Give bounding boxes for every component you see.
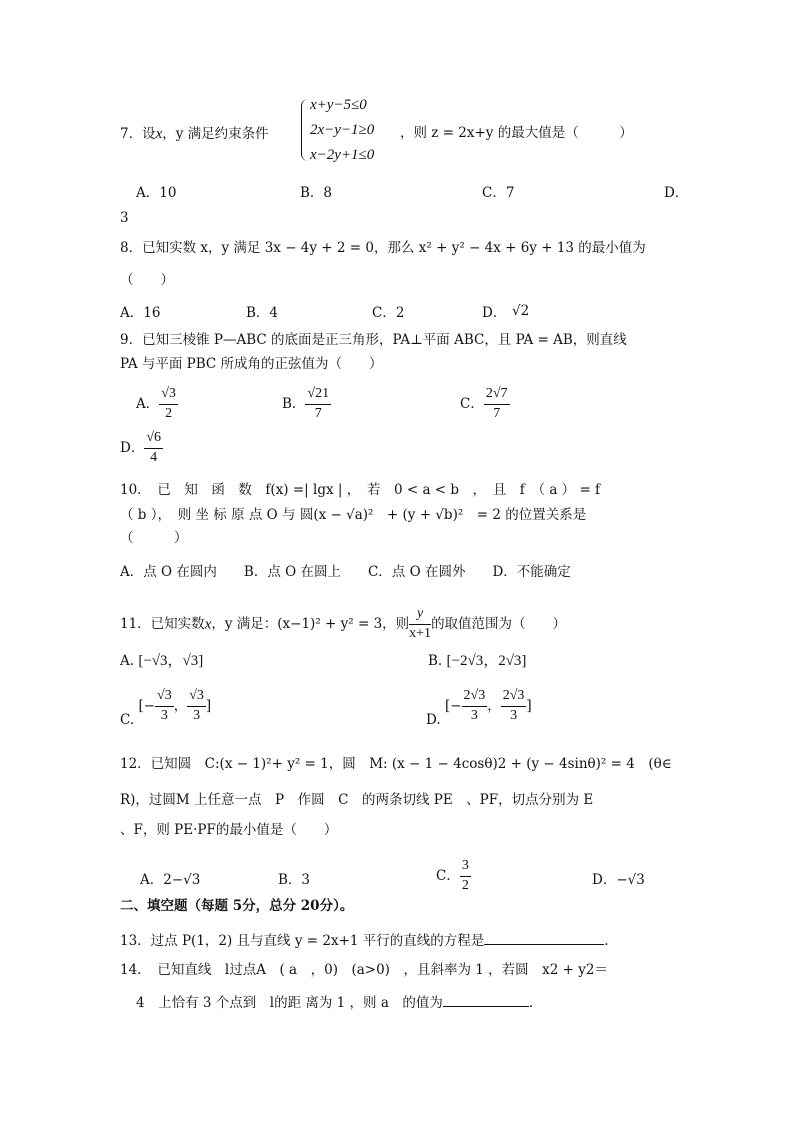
q11-option-d-num1: 2√3 [462,688,488,707]
q8-stem: 8．已知实数 x，y 满足 3x − 4y + 2 = 0，那么 x² + y² − 4x + 6y + 13 的最小值为 [120,240,646,256]
q7-suffix: ，则 z = 2x+y 的最大值是（ ） [400,125,633,141]
q9-option-a-label: A． [136,396,160,413]
q11-option-d-num2: 2√3 [501,688,527,707]
q11-option-d-frac1 [462,688,488,725]
q9-option-d [120,430,163,467]
q13-answer-blank[interactable] [484,930,604,945]
q11-option-a-label: A. [120,653,135,669]
q11-frac-num: y [409,606,431,625]
q11-option-a [120,652,203,670]
q9-option-b [282,386,331,423]
q7-prefix: 7．设 [120,126,156,142]
q12-option-c-den: 2 [461,877,469,893]
q12-stem-line3: 、F，则 PE·PF的最小值是（ ） [120,822,338,838]
q7-constraint-1: x+y−5≤0 [310,97,367,113]
q9-option-a-fraction [159,386,178,423]
q12-stem-line2: R)，过圆M 上任意一点 P 作圆 C 的两条切线 PE 、PF，切点分别为 E [120,792,594,808]
q11-option-b-label: B. [428,653,443,669]
q13-text: 13．过点 P(1，2) 且与直线 y = 2x+1 平行的直线的方程是 [120,933,485,949]
q14-end: . [528,995,534,1011]
q12-option-c-fraction [460,858,471,895]
q12-option-a: A．2−√3 [140,872,201,888]
q11-prefix: 11．已知实数 [120,616,205,633]
q11-suffix: 的取值范围为（ ） [431,616,567,633]
q9-option-b-label: B． [282,396,306,413]
q12-option-c [436,858,471,895]
q9-option-c-den: 7 [493,405,501,421]
q12-option-c-num: 3 [460,858,471,877]
q11-stem [120,606,566,643]
q7-brace [301,99,308,161]
q11-option-d-close: ] [526,698,532,715]
q10-stem-line2: （ b ）， 则 坐 标 原 点 O 与 圆(x − √a)² + (y + √b)² = 2 的位置关系是 [120,507,587,523]
q11-frac-den: x+1 [409,625,432,641]
q7-stem [120,125,269,143]
q9-stem-line2: PA 与平面 PBC 所成角的正弦值为（ ） [120,356,383,372]
q9-option-a [136,386,178,423]
q11-option-d-den1: 3 [470,707,478,723]
q11-option-c-open: [− [138,698,156,715]
q11-option-d-sep: ， [487,698,501,715]
q12-option-b: B．3 [278,872,311,888]
q11-option-b [428,652,526,670]
q9-option-b-den: 7 [314,405,322,421]
q14-stem-line2 [136,992,533,1011]
q7-option-b: B．8 [300,185,333,201]
q8-paren: （ ） [120,272,174,288]
q13-stem [120,930,609,949]
q14-line2-text: 4 上恰有 3 个点到 l的距 离为 1 ，则 a 的值为 [136,995,443,1011]
q14-stem-line1: 14． 已知直线 l过点A ( a ，0) (a>0) ，且斜率为 1 ，若圆 x2 + y2＝ [120,962,608,978]
q7-option-d-value: 3 [120,210,129,226]
q7-constraint-2: 2x−y−1≥0 [310,122,375,138]
q11-option-d-den2: 3 [510,707,518,723]
q7-mid: ，y 满足约束条件 [162,126,269,142]
q9-option-d-fraction [144,430,163,467]
q11-option-d-frac2 [501,688,527,725]
q9-option-a-num: √3 [159,386,178,405]
q10-stem-line1: 10． 已 知 函 数 f(x) =| lgx | ， 若 0 < a < b ， 且 f （ a ） = f [120,482,601,498]
q9-option-d-num: √6 [144,430,163,449]
q9-option-b-fraction [305,386,331,423]
q11-option-b-value: [−2√3，2√3] [446,653,527,669]
q12-stem-line1: 12．已知圆 C:(x − 1)²+ y² = 1，圆 M: (x − 1 − 4cosθ)2 + (y − 4sinθ)² = 4 (θ∈ [120,756,672,772]
q11-option-c [120,688,211,728]
q11-option-c-label: C. [120,711,135,728]
q7-constraint-3: x−2y+1≤0 [310,147,375,163]
q9-stem-line1: 9．已知三棱锥 P—ABC 的底面是正三角形，PA⊥平面 ABC，且 PA = AB，则直线 [120,332,627,348]
q10-stem-line3: （ ） [120,530,188,546]
q11-option-c-sep: ， [173,698,188,715]
q12-option-c-label: C． [436,868,460,885]
q9-option-c-num: 2√7 [484,386,510,405]
q11-mid: ，y 满足：(x−1)² + y² = 3，则 [211,616,410,633]
q8-option-d-value: √2 [512,303,530,319]
q8-option-b: B．4 [246,305,279,321]
q9-option-b-num: √21 [305,386,331,405]
q14-answer-blank[interactable] [443,992,529,1007]
q11-option-c-den2: 3 [193,707,201,723]
q9-option-c-fraction [484,386,510,423]
section-2-heading: 二、填空题（每题 5分，总分 20分）。 [120,898,354,914]
q12-option-d: D．−√3 [592,872,645,888]
q11-option-a-value: [−√3，√3] [138,653,204,669]
q11-option-c-num2: √3 [187,688,206,707]
q11-option-d-label: D. [426,711,441,728]
q11-option-c-frac2 [187,688,206,725]
q9-option-c [460,386,510,423]
q11-option-c-frac1 [155,688,174,725]
q9-option-d-den: 4 [150,449,158,465]
q8-option-a: A．16 [120,305,161,321]
q8-option-c: C．2 [372,305,405,321]
q9-option-c-label: C． [460,396,484,413]
q11-option-c-close: ] [205,698,212,715]
q7-option-a: A．10 [136,185,177,201]
q7-option-c: C．7 [482,185,515,201]
q11-fraction [409,606,431,643]
q11-option-d [426,688,532,728]
q11-option-c-den1: 3 [160,707,168,723]
q11-option-c-num1: √3 [155,688,174,707]
q13-end: . [604,933,609,949]
q9-option-a-den: 2 [165,405,173,421]
q9-option-d-label: D． [120,440,145,457]
q7-var-x: x [155,126,163,142]
q8-option-d: D． [482,305,507,321]
q7-option-d: D． [664,185,689,201]
q11-option-d-open: [− [444,698,462,715]
q11-var-x: x [204,616,212,633]
q10-options: A．点 O 在圆内 B．点 O 在圆上 C．点 O 在圆外 D．不能确定 [120,564,571,580]
